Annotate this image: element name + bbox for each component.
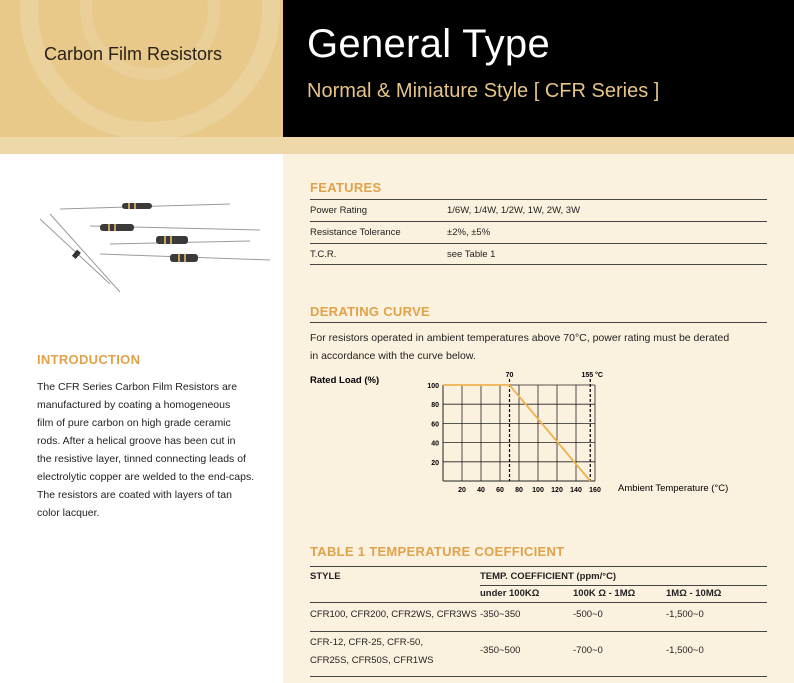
x-tick-label: 160 xyxy=(589,487,601,494)
intro-line: the resistive layer, tinned connecting leads of xyxy=(37,453,246,465)
style-cell: CFR100, CFR200, CFR2WS, CFR3WS xyxy=(310,609,477,620)
introduction-text xyxy=(37,378,269,522)
divider xyxy=(310,322,767,323)
left-column xyxy=(0,154,283,683)
feature-label: Power Rating xyxy=(310,205,368,216)
resistors-photo xyxy=(30,174,270,294)
column-header: 1MΩ - 10MΩ xyxy=(666,588,722,599)
annotation-label: 155 °C xyxy=(581,372,603,379)
y-tick-label: 100 xyxy=(427,383,439,390)
table1-heading: TABLE 1 TEMPERATURE COEFFICIENT xyxy=(310,544,565,559)
series-subtitle: Normal & Miniature Style [ CFR Series ] xyxy=(307,80,660,102)
divider xyxy=(310,676,767,677)
feature-value: see Table 1 xyxy=(447,249,496,260)
introduction-heading: INTRODUCTION xyxy=(37,352,141,367)
header-left-panel xyxy=(0,0,283,137)
intro-line: rods. After a helical groove has been cut in xyxy=(37,435,236,447)
feature-value: 1/6W, 1/4W, 1/2W, 1W, 2W, 3W xyxy=(447,205,581,216)
x-tick-label: 80 xyxy=(515,487,523,494)
feature-value: ±2%, ±5% xyxy=(447,227,491,238)
value-cell: -500~0 xyxy=(573,609,603,620)
table-row xyxy=(310,199,767,221)
derating-chart xyxy=(303,364,773,499)
feature-label: Resistance Tolerance xyxy=(310,227,401,238)
intro-line: color lacquer. xyxy=(37,507,100,519)
value-cell: -700~0 xyxy=(573,645,603,656)
header-right-panel xyxy=(283,0,794,137)
category-title: Carbon Film Resistors xyxy=(44,44,223,64)
intro-line: electrolytic copper are welded to the end-caps. xyxy=(37,471,255,483)
page-title: General Type xyxy=(307,22,551,66)
divider xyxy=(310,602,767,603)
derating-note-line: For resistors operated in ambient temperatures above 70°C, power rating must be derated xyxy=(310,332,730,344)
x-tick-label: 140 xyxy=(570,487,582,494)
x-axis-label: Ambient Temperature (°C) xyxy=(618,483,729,494)
x-tick-label: 20 xyxy=(458,487,466,494)
x-tick-label: 120 xyxy=(551,487,563,494)
derating-note-line: in accordance with the curve below. xyxy=(310,350,476,362)
divider xyxy=(480,585,767,586)
y-tick-label: 20 xyxy=(431,459,439,467)
column-header: under 100KΩ xyxy=(480,588,540,599)
y-axis-label: Rated Load (%) xyxy=(310,375,380,386)
intro-line: The resistors are coated with layers of tan xyxy=(37,489,232,501)
style-cell: CFR25S, CFR50S, CFR1WS xyxy=(310,655,434,666)
header-band xyxy=(0,137,794,154)
intro-line: film of pure carbon on high grade ceramic xyxy=(37,417,231,429)
value-cell: -350~500 xyxy=(480,645,521,656)
style-cell: CFR-12, CFR-25, CFR-50, xyxy=(310,637,423,648)
x-tick-label: 60 xyxy=(496,487,504,494)
derating-heading: DERATING CURVE xyxy=(310,304,431,319)
value-cell: -1,500~0 xyxy=(666,645,704,656)
derating-curve xyxy=(443,385,590,481)
derating-note xyxy=(310,329,770,365)
tc-column-header: TEMP. COEFFICIENT (ppm/°C) xyxy=(480,571,617,582)
x-tick-label: 100 xyxy=(532,487,544,494)
x-tick-label: 40 xyxy=(477,487,485,494)
divider xyxy=(310,631,767,632)
column-header: 100K Ω - 1MΩ xyxy=(573,588,636,599)
right-column xyxy=(283,154,794,683)
feature-label: T.C.R. xyxy=(310,249,337,260)
annotation-label: 70 xyxy=(505,372,514,379)
value-cell: -350~350 xyxy=(480,609,521,620)
table-row xyxy=(310,243,767,265)
divider xyxy=(310,566,767,567)
intro-line: manufactured by coating a homogeneous xyxy=(37,399,231,411)
y-tick-label: 60 xyxy=(431,421,439,429)
table-row xyxy=(310,221,767,243)
y-tick-label: 80 xyxy=(431,402,439,410)
style-column-header: STYLE xyxy=(310,571,341,582)
value-cell: -1,500~0 xyxy=(666,609,704,620)
y-tick-label: 40 xyxy=(431,440,439,448)
intro-line: The CFR Series Carbon Film Resistors are xyxy=(37,381,238,393)
features-heading: FEATURES xyxy=(310,180,382,195)
features-table xyxy=(310,199,767,265)
